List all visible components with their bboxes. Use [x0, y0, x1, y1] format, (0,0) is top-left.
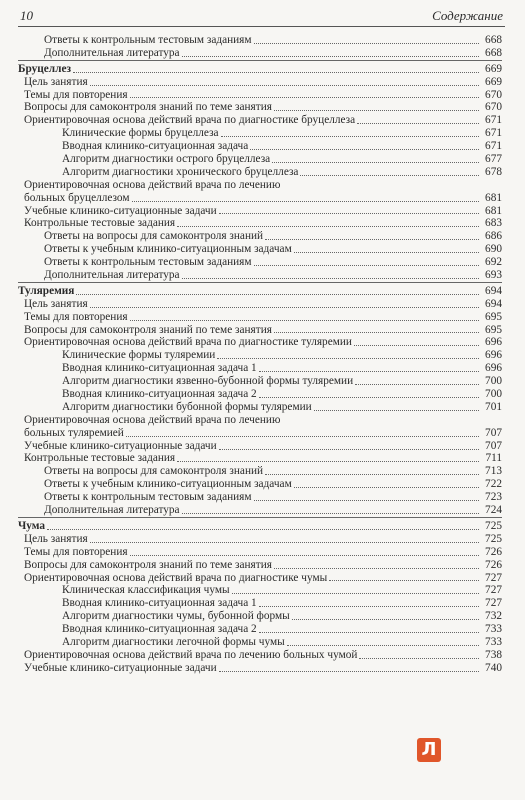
toc-leader-dots	[329, 580, 479, 581]
toc-entry-page: 732	[485, 610, 502, 623]
table-of-contents	[18, 34, 502, 675]
publisher-logo-icon: Л	[417, 738, 441, 762]
toc-entry-title: Алгоритм диагностики хронического бруцеллеза	[62, 165, 299, 178]
toc-leader-dots	[76, 294, 479, 295]
toc-entry-page: 690	[485, 243, 502, 256]
toc-entry	[18, 636, 502, 649]
toc-leader-dots	[254, 500, 479, 501]
toc-entry	[18, 298, 502, 311]
toc-leader-dots	[274, 110, 479, 111]
toc-entry-page: 671	[485, 114, 502, 127]
toc-entry-title: Вводная клинико-ситуационная задача 2	[62, 623, 257, 636]
toc-entry	[18, 491, 502, 504]
toc-leader-dots	[90, 307, 479, 308]
toc-entry-title: Клинические формы бруцеллеза	[62, 127, 219, 140]
toc-entry-page: 696	[485, 362, 502, 375]
toc-entry-title: Ориентировочная основа действий врача по лечению	[24, 178, 281, 191]
toc-entry-page: 686	[485, 230, 502, 243]
toc-entry-title: Ответы на вопросы для самоконтроля знаний	[44, 230, 264, 243]
toc-entry-title: Ориентировочная основа действий врача по диагностике туляремии	[24, 336, 352, 349]
toc-leader-dots	[126, 436, 479, 437]
toc-entry-page: 727	[485, 571, 502, 584]
toc-leader-dots	[130, 97, 479, 98]
toc-leader-dots	[314, 410, 479, 411]
toc-leader-dots	[357, 123, 479, 124]
toc-entry-title: Клинические формы туляремии	[62, 349, 216, 362]
toc-leader-dots	[265, 474, 479, 475]
toc-entry-page: 677	[485, 153, 502, 165]
toc-entry-page: 683	[485, 217, 502, 230]
toc-entry	[18, 217, 502, 230]
toc-leader-dots	[182, 278, 479, 279]
toc-entry	[18, 153, 502, 166]
toc-entry-title: Учебные клинико-ситуационные задачи	[24, 204, 217, 217]
toc-leader-dots	[355, 384, 479, 385]
toc-leader-dots	[177, 226, 479, 227]
toc-entry-page: 694	[485, 297, 502, 310]
toc-entry-title: Вопросы для самоконтроля знаний по теме занятия	[24, 558, 272, 571]
toc-leader-dots	[265, 239, 479, 240]
toc-leader-dots	[354, 345, 479, 346]
toc-leader-dots	[217, 358, 479, 359]
toc-entry-title: Ответы к учебным клинико-ситуационным задачам	[44, 478, 292, 491]
toc-entry-title: Ответы на вопросы для самоконтроля знаний	[44, 465, 264, 478]
toc-entry-page: 725	[485, 519, 502, 532]
toc-entry-page: 722	[485, 478, 502, 491]
toc-entry-page: 711	[485, 452, 502, 465]
toc-entry-title: больных бруцеллезом	[24, 191, 130, 204]
header-rule	[18, 26, 505, 27]
toc-entry-title: Алгоритм диагностики легочной формы чумы	[62, 635, 285, 648]
toc-entry-page: 727	[485, 584, 502, 597]
toc-entry-page: 733	[485, 635, 502, 648]
toc-entry	[18, 205, 502, 218]
page-header	[0, 0, 525, 28]
toc-entry	[18, 504, 502, 517]
toc-entry-page: 695	[485, 310, 502, 323]
toc-entry	[18, 453, 502, 466]
toc-leader-dots	[294, 252, 479, 253]
toc-entry	[18, 179, 502, 192]
toc-entry-page: 696	[485, 336, 502, 349]
toc-leader-dots	[259, 632, 479, 633]
toc-entry	[18, 597, 502, 610]
toc-entry-page: 700	[485, 388, 502, 401]
toc-leader-dots	[182, 513, 479, 514]
toc-entry-title: Ориентировочная основа действий врача по диагностике чумы	[24, 571, 328, 584]
toc-leader-dots	[219, 671, 479, 672]
toc-entry-page: 713	[485, 465, 502, 478]
toc-leader-dots	[274, 332, 479, 333]
toc-entry-title: Цель занятия	[24, 75, 88, 88]
toc-entry-title: Ответы к учебным клинико-ситуационным задачам	[44, 243, 292, 256]
toc-entry-title: Вводная клинико-ситуационная задача	[62, 140, 249, 153]
toc-leader-dots	[259, 397, 479, 398]
toc-entry-page: 670	[485, 101, 502, 114]
toc-entry-title: Ориентировочная основа действий врача по диагностике бруцеллеза	[24, 114, 356, 127]
toc-entry-title: Дополнительная литература	[44, 504, 180, 517]
toc-entry-title: Ориентировочная основа действий врача по лечению больных чумой	[24, 648, 358, 661]
toc-leader-dots	[73, 72, 479, 73]
toc-entry-title: Учебные клинико-ситуационные задачи	[24, 439, 217, 452]
toc-leader-dots	[47, 529, 479, 530]
toc-entry-title: Вводная клинико-ситуационная задача 1	[62, 597, 257, 610]
toc-leader-dots	[272, 162, 479, 163]
toc-leader-dots	[292, 619, 479, 620]
toc-entry	[18, 623, 502, 636]
toc-leader-dots	[259, 606, 479, 607]
toc-entry	[18, 311, 502, 324]
toc-leader-dots	[274, 568, 479, 569]
toc-entry-title: Цель занятия	[24, 532, 88, 545]
toc-entry-page: 738	[485, 648, 502, 661]
toc-entry-title: Клиническая классификация чумы	[62, 584, 230, 597]
toc-entry	[18, 388, 502, 401]
toc-entry	[18, 533, 502, 546]
toc-entry-page: 671	[485, 127, 502, 140]
toc-entry-title: Алгоритм диагностики язвенно-бубонной формы туляремии	[62, 375, 354, 388]
toc-entry-page: 670	[485, 88, 502, 101]
toc-entry	[18, 230, 502, 243]
toc-entry-page: 695	[485, 323, 502, 336]
toc-entry-page: 694	[485, 284, 502, 297]
toc-section-heading	[18, 63, 502, 76]
toc-leader-dots	[254, 265, 479, 266]
toc-leader-dots	[254, 43, 479, 44]
page-number: 10	[20, 8, 33, 23]
running-title: Содержание	[432, 8, 503, 23]
toc-leader-dots	[294, 487, 479, 488]
toc-entry-title: Ответы к контрольным тестовым заданиям	[44, 491, 252, 504]
toc-entry	[18, 610, 502, 623]
toc-leader-dots	[287, 645, 479, 646]
toc-entry-page: 701	[485, 400, 502, 413]
toc-entry	[18, 478, 502, 491]
toc-entry	[18, 140, 502, 153]
toc-entry	[18, 440, 502, 453]
toc-entry	[18, 401, 502, 414]
toc-entry	[18, 89, 502, 102]
toc-entry-title: Цель занятия	[24, 297, 88, 310]
toc-entry-title: Учебные клинико-ситуационные задачи	[24, 661, 217, 674]
toc-leader-dots	[232, 593, 479, 594]
toc-leader-dots	[130, 555, 479, 556]
toc-entry	[18, 256, 502, 269]
toc-entry	[18, 559, 502, 572]
toc-entry-title: Темы для повторения	[24, 88, 128, 101]
toc-entry	[18, 584, 502, 597]
toc-entry-page: 668	[485, 46, 502, 59]
toc-leader-dots	[90, 542, 479, 543]
toc-leader-dots	[250, 149, 479, 150]
toc-entry	[18, 101, 502, 114]
toc-leader-dots	[182, 56, 479, 57]
toc-entry	[18, 324, 502, 337]
toc-entry	[18, 349, 502, 362]
toc-entry-page: 707	[485, 439, 502, 452]
toc-entry-page: 669	[485, 75, 502, 88]
toc-entry	[18, 243, 502, 256]
toc-entry	[18, 662, 502, 675]
toc-entry-title: Темы для повторения	[24, 545, 128, 558]
toc-entry-page: 740	[485, 661, 502, 674]
toc-entry	[18, 546, 502, 559]
toc-entry	[18, 127, 502, 140]
toc-entry	[18, 465, 502, 478]
toc-entry-page: 678	[485, 165, 502, 178]
toc-entry	[18, 114, 502, 127]
toc-entry-page: 681	[485, 204, 502, 217]
toc-entry	[18, 192, 502, 205]
toc-entry	[18, 572, 502, 585]
toc-leader-dots	[130, 320, 479, 321]
toc-entry-title: Алгоритм диагностики чумы, бубонной формы	[62, 610, 290, 623]
toc-entry-page: 726	[485, 558, 502, 571]
toc-entry-page: 726	[485, 545, 502, 558]
toc-entry-title: Вопросы для самоконтроля знаний по теме занятия	[24, 101, 272, 114]
toc-section-heading	[18, 520, 502, 533]
toc-entry-title: Дополнительная литература	[44, 269, 180, 282]
toc-entry-title: Вводная клинико-ситуационная задача 1	[62, 362, 257, 375]
toc-entry-title: Туляремия	[18, 284, 75, 297]
toc-entry-page: 681	[485, 191, 502, 204]
toc-entry-page: 692	[485, 256, 502, 269]
toc-entry-title: Бруцеллез	[18, 62, 72, 75]
toc-entry-page: 725	[485, 532, 502, 545]
toc-entry-title: Ответы к контрольным тестовым заданиям	[44, 256, 252, 269]
toc-entry-title: больных туляремией	[24, 426, 124, 439]
toc-entry-title: Дополнительная литература	[44, 46, 180, 59]
toc-leader-dots	[259, 371, 479, 372]
toc-leader-dots	[90, 85, 479, 86]
toc-entry-page: 696	[485, 349, 502, 362]
toc-leader-dots	[132, 201, 479, 202]
toc-entry	[18, 76, 502, 89]
toc-entry-title: Контрольные тестовые задания	[24, 217, 176, 230]
toc-section-heading	[18, 285, 502, 298]
toc-entry	[18, 427, 502, 440]
toc-entry	[18, 269, 502, 282]
toc-entry-title: Темы для повторения	[24, 310, 128, 323]
toc-entry-page: 727	[485, 597, 502, 610]
toc-entry-title: Алгоритм диагностики бубонной формы туляремии	[62, 400, 312, 413]
toc-entry	[18, 34, 502, 47]
toc-entry-page: 700	[485, 375, 502, 388]
toc-entry-title: Ориентировочная основа действий врача по лечению	[24, 413, 281, 426]
toc-entry	[18, 166, 502, 179]
toc-entry	[18, 336, 502, 349]
toc-entry-page: 668	[485, 33, 502, 46]
toc-leader-dots	[219, 213, 479, 214]
toc-entry	[18, 375, 502, 388]
toc-entry-title: Алгоритм диагностики острого бруцеллеза	[62, 153, 271, 165]
toc-entry-page: 723	[485, 491, 502, 504]
toc-entry-title: Контрольные тестовые задания	[24, 452, 176, 465]
toc-leader-dots	[177, 461, 479, 462]
toc-entry	[18, 649, 502, 662]
toc-entry-page: 707	[485, 426, 502, 439]
toc-leader-dots	[300, 175, 479, 176]
toc-entry-title: Ответы к контрольным тестовым заданиям	[44, 33, 252, 46]
toc-entry-title: Вопросы для самоконтроля знаний по теме занятия	[24, 323, 272, 336]
toc-entry	[18, 362, 502, 375]
toc-entry-page: 669	[485, 62, 502, 75]
toc-entry-page: 724	[485, 504, 502, 517]
toc-entry-title: Чума	[18, 519, 46, 532]
toc-leader-dots	[221, 136, 479, 137]
toc-entry-page: 671	[485, 140, 502, 153]
toc-entry	[18, 414, 502, 427]
toc-leader-dots	[359, 658, 479, 659]
toc-leader-dots	[219, 449, 479, 450]
toc-entry	[18, 47, 502, 60]
toc-entry-page: 693	[485, 269, 502, 282]
toc-entry-page: 733	[485, 623, 502, 636]
toc-entry-title: Вводная клинико-ситуационная задача 2	[62, 388, 257, 401]
